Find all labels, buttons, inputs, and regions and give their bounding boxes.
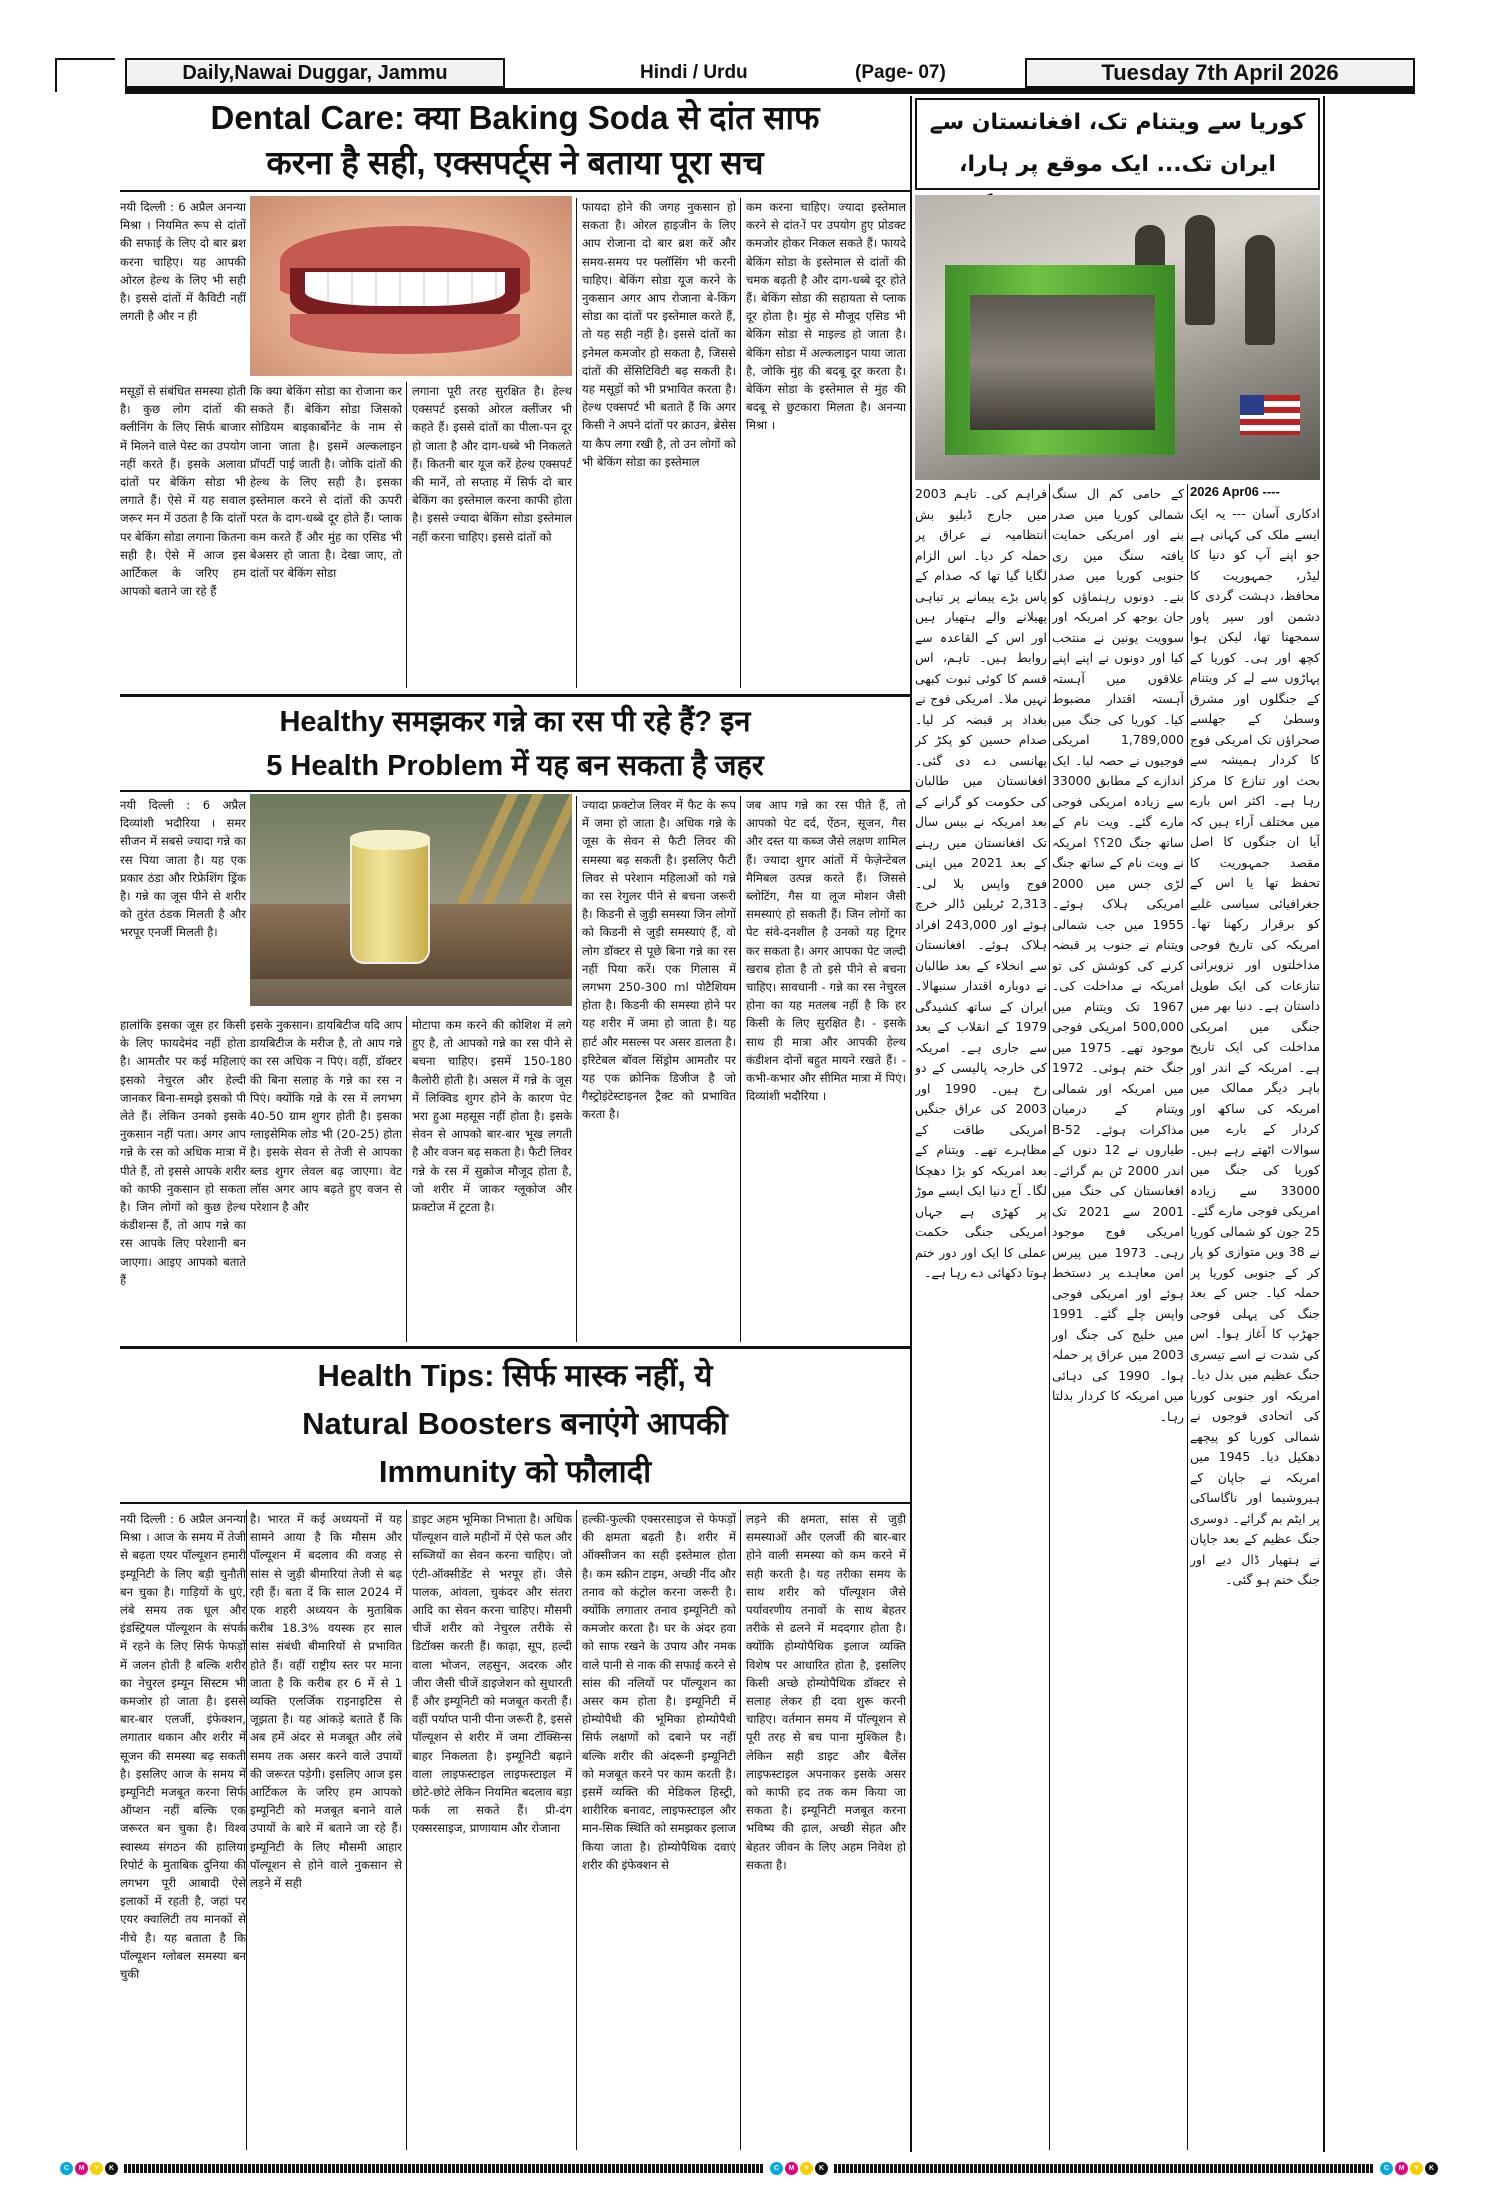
- article2-headline: [120, 700, 910, 788]
- lower-lip: [290, 314, 520, 354]
- cmyk-k: K: [815, 2162, 828, 2175]
- article3-vrule2: [406, 1510, 407, 2150]
- cmyk-c: C: [1380, 2162, 1393, 2175]
- article2-rule: [120, 790, 910, 792]
- article3-col2: है। भारत में कई अध्ययनों में यह सामने आया है कि मौसम और पॉल्यूशन में बदलाव की वजह से सांस से जुड़ी बीमारियां तेजी से बढ़ रही हैं। बता दें कि साल 2024 में एक शहरी अध्ययन के मुताबिक करीब 18.3% वयस्क हर साल सांस संबंधी बीमारियों से प्रभावित होते हैं। वहीं राष्ट्रीय स्तर पर माना जाता है कि करीब हर 6 में से 1 व्यक्ति एलर्जिक राइनाइटिस से जूझता है। यह आंकड़े बताते हैं कि अब हमें अंदर से मजबूत और लंबे समय तक असर करने वाले उपायों की जरूरत पड़ेगी। इसलिए आज इस आर्टिकल के जरिए हम आपको इम्यूनिटी को मजबूत बनाने वाले उपायों के बारे में बताने जा रहे हैं। इम्यूनिटी के लिए मौसमी आहार पॉल्यूशन से होने वाले नुकसान से लड़ने में सही: [250, 1512, 402, 1891]
- cmyk-y: Y: [90, 2162, 103, 2175]
- urdu-vrule1: [1187, 484, 1188, 2150]
- issue-date: Tuesday 7th April 2026: [1025, 58, 1415, 88]
- cmyk-marks-left: [60, 2162, 118, 2175]
- article3-col3: डाइट अहम भूमिका निभाता है। अधिक पॉल्यूशन वाले महीनों में ऐसे फल और सब्जियों का सेवन करना चाहिए। जो एंटी-ऑक्सीडेंट से भरपूर हों। जैसे पालक, आंवला, चुकंदर और संतरा आदि का सेवन करना चाहिए। मौसमी चीजें शरीर को नेचुरल तरीके से डिटॉक्स करती हैं। काढ़ा, सूप, हल्दी वाला भोजन, लहसुन, अदरक और जीरा जैसी चीजें डाइजेशन को सुधारती हैं और इम्यूनिटी को मजबूत करती हैं। वहीं पर्याप्त पानी पीना जरूरी है, इससे पॉल्यूशन से शरीर में जमा टॉक्सिन्स बाहर निकलता है। इम्यूनिटी बढ़ाने वाला लाइफस्टाइल लाइफस्टाइल में छोटे-छोटे लेकिन नियमित बदलाव बड़ा फर्क ला सकते हैं। प्री-दंग एक्सरसाइज, प्राणायाम और रोजाना: [412, 1512, 572, 1836]
- cmyk-m: M: [785, 2162, 798, 2175]
- paper-name: Daily,Nawai Duggar, Jammu: [125, 58, 505, 88]
- cmyk-c: C: [60, 2162, 73, 2175]
- article3-vrule1: [246, 1510, 247, 2150]
- footer-rule-left: [124, 2164, 764, 2173]
- cmyk-m: M: [1395, 2162, 1408, 2175]
- teeth: [305, 272, 505, 306]
- article2-top-rule: [120, 694, 910, 697]
- article3-col5: लड़ने की क्षमता, सांस से जुड़ी समस्याओं और एलर्जी की बार-बार होने वाली समस्या को कम करने में सही करती है। यह तरीका समय के साथ शरीर को पॉल्यूशन जैसे पर्यावरणीय तनावों के साथ बेहतर तरीके से ढलने में मददगार होता है। क्योंकि होम्योपैथिक इलाज व्यक्ति विशेष पर आधारित होता है, इसलिए किसी अच्छे होम्योपैथिक डॉक्टर से सलाह लेकर ही दवा शुरू करनी चाहिए। वर्तमान समय में पॉल्यूशन से पूरी तरह से बच पाना मुश्किल है। लेकिन सही डाइट और बैलेंस लाइफस्टाइल अपनाकर इसके असर को काफी हद तक कम किया जा सकता है। इम्यूनिटी मजबूत करना भविष्य की ढ़ाल, अच्छी सेहत और बेहतर जीवन के लिए अहम निवेश हो सकता है।: [746, 1512, 906, 1872]
- soldier-silhouette: [1245, 235, 1275, 345]
- urdu-headline: کوریا سے ویتنام تک، افغانستان سے ایران تک... ایک موقع پر ہارا،: [915, 98, 1320, 190]
- cmyk-k: K: [1425, 2162, 1438, 2175]
- us-flag: [1240, 395, 1300, 435]
- urdu-col3: فراہم کی۔ تاہم 2003 میں جارج ڈبلیو بش انتظامیہ نے عراق پر حملہ کر دیا۔ اس الزام لگایا گیا تھا کہ صدام کے پاس بڑے پیمانے پر تباہی پھیلانے والے ہتھیار ہیں اور اس کے القاعدہ سے روابط ہیں۔ تاہم، اس قسم کا کوئی ثبوت کبھی نہیں ملا۔ امریکی فوج نے بغداد پر قبضہ کر لیا۔ صدام حسین کو پکڑ کر پھانسی دے دی گئی۔ افغانستان میں طالبان کی حکومت کو گرانے کے بعد امریکہ نے بیس سال تک افغانستان میں رہنے کے بعد 2021 میں اپنی فوج واپس بلا لی۔ 2,313 ٹریلین ڈالر خرچ ہوئے اور 243,000 افراد ہلاک ہوئے۔ افغانستان سے انخلاء کے بعد طالبان نے دوبارہ اقتدار سنبھالا۔ ایران کے ساتھ کشیدگی 1979 کے انقلاب کے بعد سے جاری ہے۔ امریکہ کی خارجہ پالیسی کے دو رخ ہیں۔ 1990 اور 2003 کی عراق جنگیں امریکی طاقت کے مظاہرے تھے۔ ویتنام کے بعد امریکہ کو بڑا دھچکا لگا۔ آج دنیا ایک ایسے موڑ پر کھڑی ہے جہاں امریکی جنگی حکمت عملی کا ایک اور دور ختم ہوتا دکھائی دے رہا ہے۔: [915, 486, 1047, 1280]
- article2-vrule2: [576, 796, 577, 1342]
- soldier-silhouette: [1185, 215, 1215, 325]
- cmyk-y: Y: [1410, 2162, 1423, 2175]
- cmyk-y: Y: [800, 2162, 813, 2175]
- urdu-dateline: 2026 Apr06 ----: [1190, 484, 1280, 499]
- section-divider: [910, 96, 912, 2152]
- article3-vrule4: [740, 1510, 741, 2150]
- war-photo: [915, 195, 1320, 480]
- article3-headline-line2: Natural Boosters बनाएंगे आपकी: [302, 1406, 728, 1441]
- footer-rule-right: [834, 2164, 1374, 2173]
- urdu-right-border: [1323, 96, 1325, 2152]
- cmyk-marks-center: [770, 2162, 828, 2175]
- masthead-rule: [125, 88, 1415, 94]
- article2-headline-line2: 5 Health Problem में यह बन सकता है जहर: [266, 750, 764, 782]
- juice-glass: [350, 834, 430, 964]
- article1-col1-bottom: मसूड़ों से संबंधित समस्या होती है। कुछ लोग दांतों की क्लीनिंग के लिए सिर्फ बाजार में मिलने वाले पेस्ट का उपयोग नहीं करते हैं। इसके अलावा दांतों पर बेकिंग सोडा भी लगाते हैं। ऐसे में यह सवाल जरूर मन में उठता है कि दांतों पर बेकिंग सोडा लगाना कितना सही है। ऐसे में आज इस आर्टिकल के जरिए हम आपको बताने जा रहे हैं: [120, 384, 246, 599]
- urdu-col1: ادکاری آسان --- یہ ایک ایسے ملک کی کہانی ہے جو اپنے آپ کو دنیا کا لیڈر، جمہوریت کا محافظ، دہشت گردی کا دشمن اور سپر پاور سمجھتا تھا، لیکن ہوا کچھ اور ہی۔ کوریا کے پہاڑوں سے لے کر ویتنام کے جنگلوں اور مشرق وسطیٰ کے جھلسے صحراؤں تک امریکی فوج کا کردار ہمیشہ سے بحث اور تنازع کا مرکز رہا ہے۔ اکثر اس بارے میں مختلف آراء ہیں کہ آیا ان جنگوں کا اصل مقصد جمہوریت کا تحفظ تھا یا اس کے جغرافیائی سیاسی غلبے کو برقرار رکھنا تھا۔ امریکہ کی تاریخ فوجی مداخلتوں اور تزویراتی تنازعات کی ایک طویل داستان ہے۔ دنیا بھر میں جنگی میں امریکی مداخلت کی ایک تاریخ ہے۔ امریکہ کے اندر اور باہر دیگر ممالک میں امریکہ کی ساکھ اور کردار کے بارے میں سوالات اٹھتے رہے ہیں۔ کوریا کی جنگ میں 33000 سے زیادہ امریکی فوجی مارے گئے۔ 25 جون کو شمالی کوریا نے 38 ویں متوازی کو پار کر کے جنوبی کوریا پر حملہ کیا۔ جس کے بعد جنگ کی پہلی فوجی جھڑپ کا آغاز ہوا۔ اس کی شدت نے اسے تیسری جنگ عظیم میں بدل دیا۔ امریکہ اور جنوبی کوریا کی اتحادی فوجوں نے شمالی کوریا کو پیچھے دھکیل دیا۔ 1945 میں امریکہ نے جاپان کے ہیروشیما اور ناگاساکی پر ایٹم بم گرائے۔ دوسری جنگ عظیم کے بعد جاپان نے ہتھیار ڈال دیے اور جنگ ختم ہو گئی۔: [1190, 506, 1320, 1587]
- masthead: [55, 58, 1460, 90]
- cmyk-c: C: [770, 2162, 783, 2175]
- article1-vrule3: [740, 198, 741, 688]
- masthead-corner: [55, 58, 115, 92]
- article2-col1-top: नयी दिल्ली : 6 अप्रैल दिव्यांशी भदौरिया । समर सीजन में सबसे ज्यादा गन्ने का रस पिया जाता है। यह एक प्रकार ठंडा और रिफ्रेशिंग ड्रिंक है। गन्ने का जूस पीने से शरीर को तुरंत ठंडक मिलती है और भरपूर एनर्जी मिलती है।: [120, 798, 246, 940]
- article1-col5: कम करना चाहिए। ज्यादा इस्तेमाल करने से दांत-ों पर उपयोग हुए प्रोडक्ट कमजोर होकर निकल सकते हैं। फायदे बेकिंग सोडा के इस्तेमाल से दांतों की चमक बढ़ती है और दाग-धब्बे दूर होते हैं। बेकिंग सोडा की सहायता से प्लाक दूर होता है। मुंह से मौजूद एसिड भी बेकिंग सोडा से माइल्ड हो जाता है। बेकिंग सोडा में अल्कलाइन पाया जाता है, जोकि मुंह की बदबू दूर करता है। बेकिंग सोडा के इस्तेमाल से मुंह की बदबू से छुटकारा मिलता है। अनन्या मिश्रा ।: [746, 200, 906, 433]
- teeth-photo: [250, 196, 572, 376]
- cmyk-m: M: [75, 2162, 88, 2175]
- article3-top-rule: [120, 1346, 910, 1349]
- article1-rule: [120, 190, 910, 192]
- page-number: (Page- 07): [855, 62, 946, 83]
- article1-col3: लगाना पूरी तरह सुरक्षित है। हेल्थ एक्सपर्ट इसको ओरल क्लींजर भी कहते हैं। इससे दांतों का पीला-पन दूर हो जाता है और दाग-धब्बे भी निकलते हैं। कितनी बार यूज करें हेल्थ एक्सपर्ट की मानें, तो सप्ताह में सिर्फ दो बार बेकिंग का इस्तेमाल करना काफी होता है। इससे ज्यादा बेकिंग सोडा इस्तेमाल नहीं करना चाहिए। इससे दांतों को: [412, 384, 572, 544]
- juice-foam: [350, 830, 430, 850]
- article1-vrule2: [576, 198, 577, 688]
- article1-col1-top: नयी दिल्ली : 6 अप्रैल अनन्या मिश्रा । नियमित रूप से दांतों की सफाई के लिए दो बार ब्रश करना चाहिए। यह आपकी ओरल हेल्थ के लिए भी सही है। इससे दांतों में कैविटी नहीं लगती है और न ही: [120, 200, 246, 324]
- article1-headline: [120, 96, 910, 185]
- article2-vrule1: [406, 1016, 407, 1342]
- article3-col1: नयी दिल्ली : 6 अप्रैल अनन्या मिश्रा । आज के समय में तेजी से बढ़ता एयर पॉल्यूशन हमारी इम्यूनिटी के लिए बड़ी चुनौती बन चुका है। गाड़ियों के धुएं, लंबे समय तक धूल और इंडस्ट्रियल पॉल्यूशन के संपर्क में रहने के लिए सिर्फ फेफड़ों में जलन होती है बल्कि शरीर का नेचुरल इम्यून सिस्टम भी कमजोर हो जाता है। इससे बार-बार एलर्जी, इंफेक्शन, लगातार थकान और शरीर में सूजन की समस्या बढ़ सकती है। इसलिए आज के समय में इम्यूनिटी मजबूत करना सिर्फ ऑप्शन नहीं बल्कि एक जरूरत बन चुका है। विश्व स्वास्थ्य संगठन की हालिया रिपोर्ट के मुताबिक दुनिया की लगभग पूरी आबादी ऐसे इलाकों में रहती है, जहां पर एयर क्वालिटी तय मानकों से नीचे है। यह बताता है कि पॉल्यूशन ग्लोबल समस्या बन चुकी: [120, 1512, 246, 1982]
- language-label: Hindi / Urdu: [640, 62, 748, 83]
- article1-vrule1: [406, 382, 407, 688]
- article1-headline-line1: Dental Care: क्या Baking Soda से दांत साफ: [210, 99, 820, 136]
- article2-col3: मोटापा कम करने की कोशिश में लगे हुए है, तो आपको गन्ने का रस पीने से बचना चाहिए। इसमें 150-180 कैलोरी होती है। असल में गन्ने के जूस में लिक्विड शुगर होने के कारण पेट भरा हुआ महसूस नहीं होता है। इसके सेवन से आपको बार-बार भूख लगती है और वजन बढ़ सकता है। फैटी लिवर गन्ने के रस में सुक्रोज मौजूद होता है, जो शरीर में जाकर ग्लूकोज और फ्रक्टोज में टूटता है।: [412, 1018, 572, 1215]
- article3-headline: [120, 1352, 910, 1496]
- article3-headline-line3: Immunity को फौलादी: [378, 1454, 652, 1489]
- article2-headline-line1: Healthy समझकर गन्ने का रस पी रहे हैं? इन: [279, 706, 751, 738]
- cmyk-k: K: [105, 2162, 118, 2175]
- urdu-vrule2: [1049, 484, 1050, 2150]
- article3-vrule3: [576, 1510, 577, 2150]
- article2-col5: जब आप गन्ने का रस पीते हैं, तो आपको पेट दर्द, ऐंठन, सूजन, गैस और दस्त या कब्ज जैसे लक्षण शामिल हैं। ज्यादा शुगर आंतों में फेज़ेन्टेबल मैमिबल उत्पन्न करते हैं। जिससे ब्लोटिंग, गैस या लूज मोशन जैसी समस्याएं हो सकती हैं। जिन लोगों का पेट संवे-दनशील है उनको यह ट्रिगर कर सकता है। अगर आपका पेट जल्दी खराब होता है तो इसे पीने से बचना चाहिए। सावधानी - गन्ने का रस नेचुरल होना का यह मतलब नहीं है कि हर किसी के लिए सुरक्षित है। - इसके साथ ही मात्रा और आपकी हेल्थ कंडीशन दोनों बहुत मायने रखते हैं। - कभी-कभार और सीमित मात्रा में पिएं। दिव्यांशी भदौरिया ।: [746, 798, 906, 1104]
- cmyk-marks-right: [1380, 2162, 1438, 2175]
- article2-col2: इसके नुकसान। डायबिटीज यदि आप डायबिटीज के मरीज है, तो आप गन्ने का रस अधिक न पिएं। वहीं, डॉक्टर की बिना सलाह के गन्ने का रस न पिएं। क्योंकि गन्ने के रस में लगभग 40-50 ग्राम शुगर होती है। इसका ग्लाइसेमिक लोड भी (20-25) होता है। इसके सेवन से तेजी से आपका ब्लड शुगर लेवल बढ़ जाएगा। वेट लॉस अगर आप बढ़ते हुए वजन से परेशान है और: [250, 1018, 402, 1215]
- article2-col1-bottom: हालांकि इसका जूस हर किसी के लिए फायदेमंद नहीं होता है। आमतौर पर कई महिलाएं इसको नेचुरल और हेल्दी जानकर बिना-समझे इसको पी लेते हैं। लेकिन उनको इसके नुकसान नहीं पता। अगर आप गन्ने के रस को अधिक मात्रा में पीते हैं, तो इससे आपके शरीर को काफी नुकसान हो सकता है। जिन लोगों को कुछ हेल्थ कंडीशन्स हैं, तो आप गन्ने का रस आपके लिए परेशानी बन जाएगा। आइए आपको बताते हैं: [120, 1018, 246, 1287]
- article2-col4: ज्यादा फ्रक्टोज लिवर में फैट के रूप में जमा हो जाता है। अधिक गन्ने के जूस के सेवन से फैटी लिवर की समस्या बढ़ सकती है। इसलिए फैटी लिवर से परेशान महिलाओं को गन्ने का रस रेगुलर पीने से बचना जरूरी है। किडनी से जुड़ी समस्या जिन लोगों को किडनी से जुड़ी समस्याएं हैं, वो लोग डॉक्टर से पूछे बिना गन्ने का रस नहीं पिया करें। एक गिलास में लगभग 250-300 ml पोटैशियम होता है। किडनी की समस्या होने पर यह शरीर में जमा हो जाता है। यह हार्ट और मसल्स पर असर डालता है। इरिटेबल बॉवल सिंड्रोम आमतौर पर यह एक क्रोनिक डिजीज है जो गैस्ट्रोइंटेस्टाइनल ट्रैक्ट को प्रभावित करता है।: [582, 798, 736, 1122]
- article2-vrule3: [740, 796, 741, 1342]
- article3-headline-line1: Health Tips: सिर्फ मास्क नहीं, ये: [317, 1358, 713, 1393]
- article1-col4: फायदा होने की जगह नुकसान हो सकता है। ओरल हाइजीन के लिए आप रोजाना दो बार ब्रश करें और समय-समय पर फ्लॉसिंग भी करनी चाहिए। बेकिंग सोडा यूज करने के नुकसान अगर आप रोजाना बे-किंग सोडा का दांतों पर इस्तेमाल करते हैं, तो यह सही नहीं है। इससे दांतों का इनेमल कमजोर हो सकता है, जिससे दांतों की सेंसिटिविटी बढ़ सकती है। यह मसूड़ों को भी प्रभावित करता है। हेल्थ एक्सपर्ट भी बताते हैं कि अगर किसी ने अपने दांतों पर क्राउन, ब्रेसेस या कैप लगा रखी है, तो उन लोगों को भी बेकिंग सोडा का इस्तेमाल: [582, 200, 736, 469]
- article3-col4: हल्की-फुल्की एक्सरसाइज से फेफड़ों की क्षमता बढ़ती है। शरीर में ऑक्सीजन का सही इस्तेमाल होता है। कम स्क्रीन टाइम, अच्छी नींद और तनाव को कंट्रोल करना जरूरी है। क्योंकि लगातार तनाव इम्यूनिटी को कमजोर करता है। घर के अंदर हवा को साफ रखने के उपाय और नमक वाले पानी से नाक की सफाई करने से सांस की नलियों पर पॉल्यूशन का असर कम होता है। इम्यूनिटी में होम्योपैथी की भूमिका होम्योपैथी सिर्फ लक्षणों को दबाने पर नहीं बल्कि शरीर की अंदरूनी इम्यूनिटी को मजबूत करने पर काम करती है। इसमें व्यक्ति की मेडिकल हिस्ट्री, शारीरिक बनावट, लाइफस्टाइल और मान-सिक स्थिति को समझकर इलाज किया जाता है। होम्योपैथिक दवाएं शरीर की इंफेक्शन से: [582, 1512, 736, 1872]
- urdu-col2: کے حامی کم ال سنگ شمالی کوریا میں صدر بنے اور امریکی حمایت یافتہ سنگ مین ری جنوبی کوریا میں صدر بنے۔ دونوں رہنماؤں کو جان بوجھ کر امریکہ اور سوویت یونین نے منتخب کیا اور دونوں نے اپنے اپنے علاقوں میں آہستہ آہستہ اقتدار مضبوط کیا۔ کوریا کی جنگ میں 1,789,000 امریکی فوجیوں نے حصہ لیا۔ ایک اندازے کے مطابق 33000 سے زیادہ امریکی فوجی مارے گئے۔ ویت نام کے ساتھ جنگ 20؟؟ امریکہ نے ویت نام کے ساتھ جنگ لڑی جس میں 2000 امریکی ہلاک ہوئے۔ 1955 میں جب شمالی ویتنام نے جنوب پر قبضہ کرنے کی کوشش کی تو امریکہ نے مداخلت کی۔ 1967 تک ویتنام میں 500,000 امریکی فوجی موجود تھے۔ 1975 میں جنگ ختم ہوئی۔ 1972 میں امریکہ اور شمالی ویتنام کے درمیان مذاکرات ہوئے۔ 52-B طیاروں نے 12 دنوں کے اندر 2000 ٹن بم گرائے۔ افغانستان کی جنگ میں 2001 سے 2021 تک امریکی فوج موجود رہی۔ 1973 میں پیرس امن معاہدے پر دستخط ہوئے اور امریکی فوجی واپس چلے گئے۔ 1991 میں خلیج کی جنگ اور 2003 میں عراق پر حملہ ہوا۔ 1990 کی دہائی میں امریکہ کا کردار بدلتا رہا۔: [1052, 486, 1184, 1424]
- sugarcane-juice-photo: [250, 794, 572, 1006]
- scroll-inner-photo: [970, 295, 1155, 430]
- article3-rule: [120, 1502, 910, 1504]
- article1-headline-line2: करना है सही, एक्सपर्ट्स ने बताया पूरा सच: [266, 143, 764, 181]
- article1-col2: कि क्या बेकिंग सोडा का रोजाना कर सकते हैं। बेकिंग सोडा जिसको सोडियम बाइकार्बोनेट के नाम से जाना जाता है। इसमें अल्कलाइन प्रॉपर्टी पाई जाती है। जोकि दांतों की हेल्थ के लिए सही है। इसका इस्तेमाल करने से दांतों की ऊपरी परत के दाग-धब्बे दूर होते हैं। प्लाक कम करते हैं और मुंह का एसिड भी बेअसर हो जाता है। देखा जाए, तो दांतों पर बेकिंग सोडा: [250, 384, 402, 581]
